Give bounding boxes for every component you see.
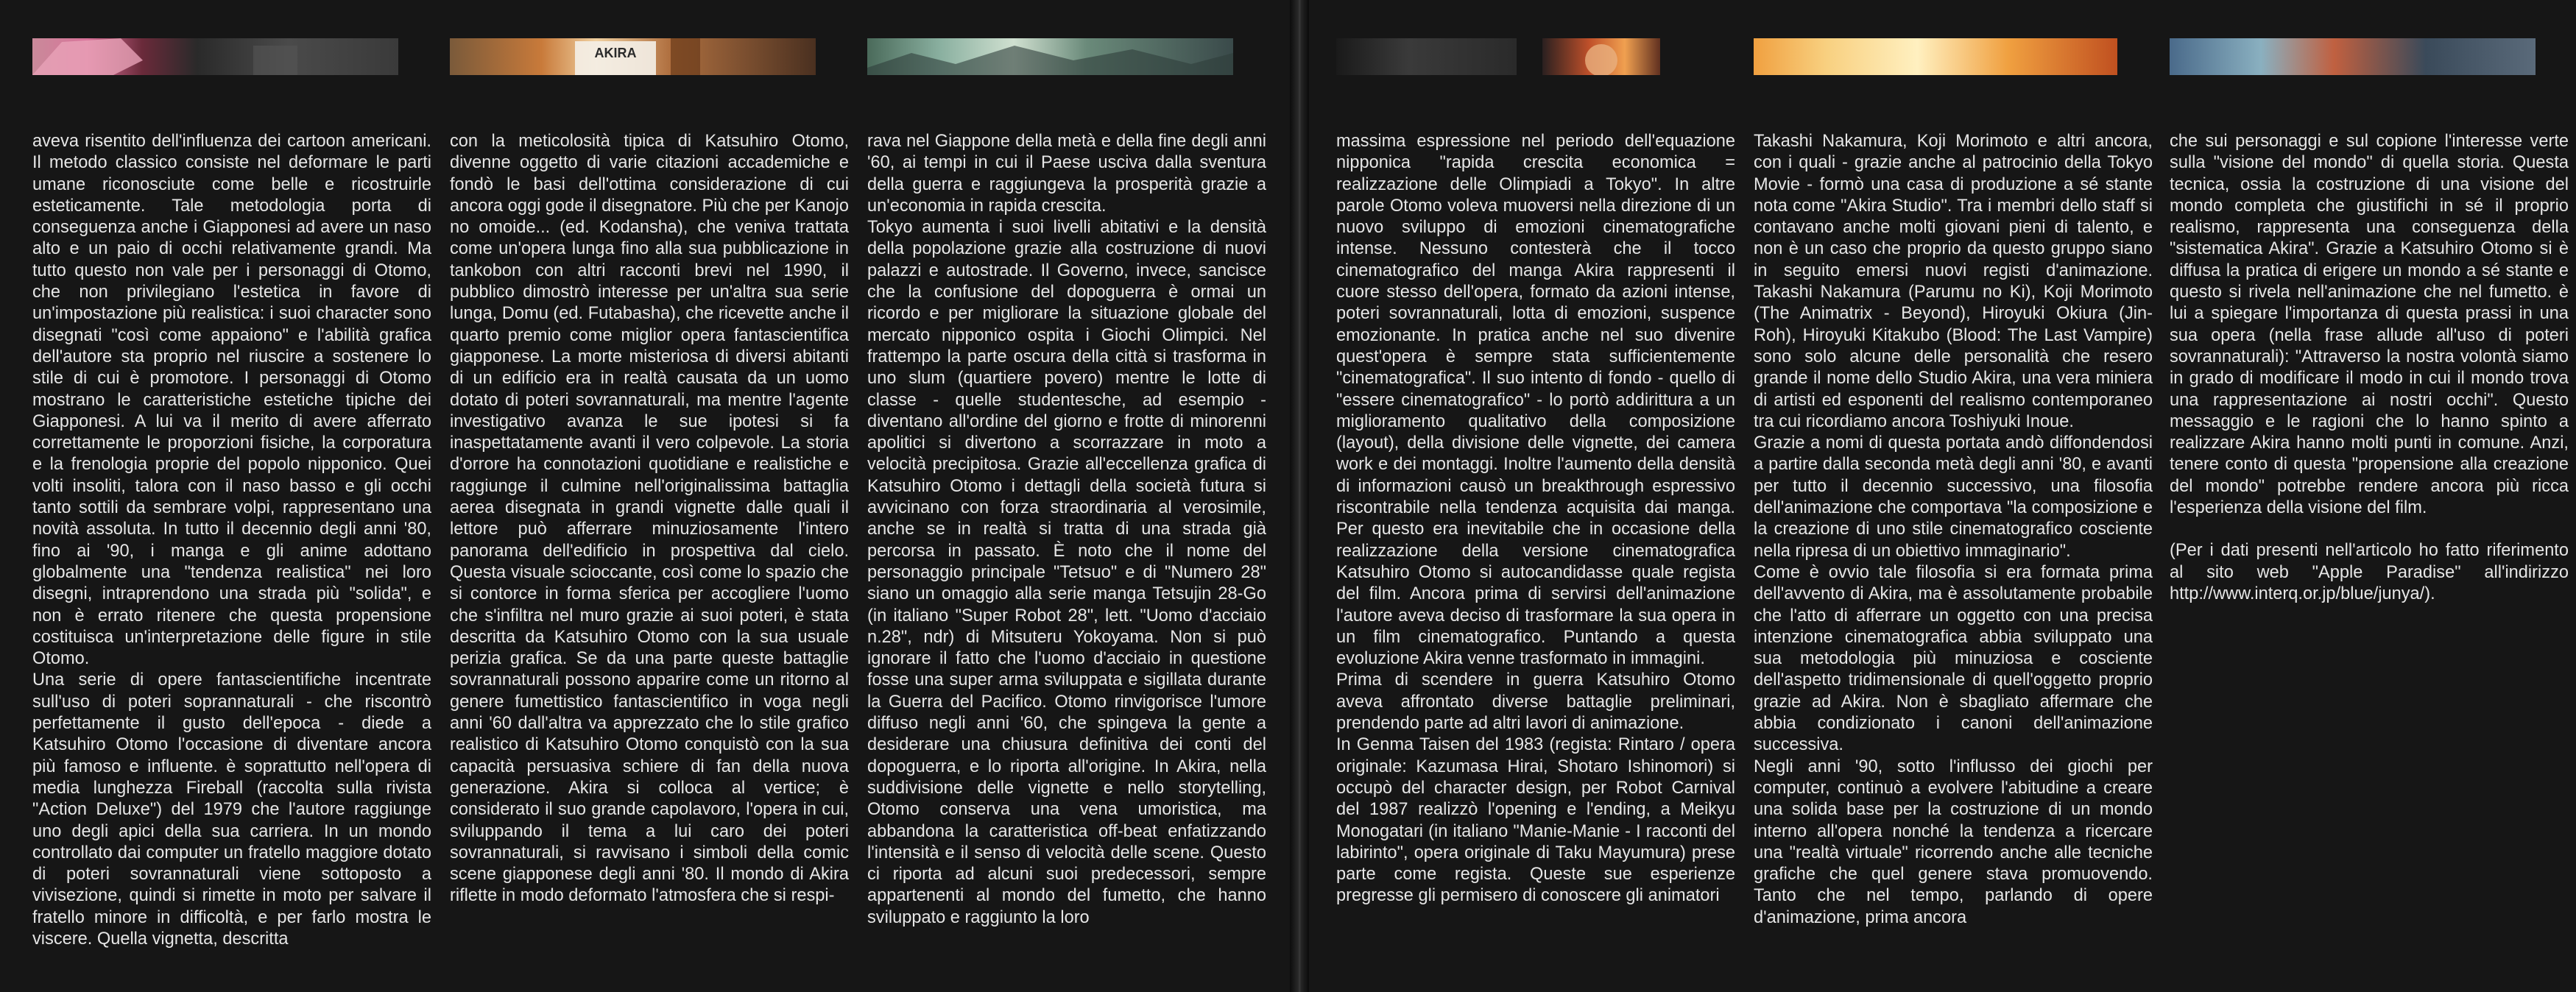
character-face-image [1542, 38, 1660, 75]
header-image-strip-5 [1542, 38, 1660, 75]
akira-sign-text: AKIRA [594, 46, 637, 60]
text-column-3 [867, 131, 1266, 948]
header-image-strip-6 [1754, 38, 2117, 75]
paragraph: Takashi Nakamura, Koji Morimoto e altri ancora, con i quali - grazie anche al patrocinio della Tokyo Movie - formò una casa di produzione a sé stante nota come "Akira Studio". Tra i membri dello staff si contavano anche molti giovani pieni di talento, e non è un caso che proprio da questo gruppo siano in seguito emersi nuovi registi d'animazione. Takashi Nakamura (Parumu no Ki), Koji Morimoto (The Animatrix - Beyond), Hiroyuki Okiura (Jin-Roh), Hiroyuki Kitakubo (Blood: The Last Vampire) sono solo alcune delle personalità che resero grande il nome dello Studio Akira, una vera miniera di artisti ed esponenti del realismo contemporaneo tra cui ricordiamo ancora Toshiyuki Inoue. [1754, 132, 2153, 431]
paragraph: Grazie a nomi di questa portata andò diffondendosi a partire dalla seconda metà degli anni '80, e avanti per tutto il decennio successivo, una filosofia dell'animazione che comportava "la composizione e la creazione di uno stile cinematografico cosciente nella ripresa di un obiettivo immaginario". [1754, 433, 2153, 561]
book-gutter [1290, 0, 1309, 992]
text-column-6 [2170, 131, 2569, 948]
paragraph: Negli anni '90, sotto l'influsso dei giochi per computer, continuò a evolvere l'abitudine a creare una solida base per la costruzione di un mondo interno all'opera nonché la tendenza a ricercare una "realtà virtuale" ricorrendo anche alle tecniche grafiche che quel genere stava promuovendo. Tanto che nel tempo, parlando di opere d'animazione, prima ancora [1754, 757, 2153, 927]
paragraph: che sui personaggi e sul copione l'interesse verte sulla "visione del mondo" di quella storia. Questa tecnica, ossia la costruzione di una visione del mondo completa che giustifichi in sé il proprio realismo, rappresenta una conseguenza della "sistematica Akira". Grazie a Katsuhiro Otomo si è diffusa la pratica di erigere un mondo a sé stante e questo si rivela nell'animazione che nel fumetto. è lui a spiegare l'importanza di questa prassi in una sua opera (nella frase allude all'uso di poteri sovrannaturali): "Attraverso la nostra volontà siamo in grado di modificare il modo in cui il mondo trova una rappresentazione ai nostri occhi". Questo messaggio e le ragioni che lo hanno spinto a realizzare Akira hanno molti punti in comune. Anzi, tenere conto di questa "propensione alla creazione del mondo" potrebbe rendere ancora più ricca l'esperienza della visione del film. [2170, 132, 2569, 518]
paragraph: massima espressione nel periodo dell'equazione nipponica "rapida crescita economica = realizzazione delle Olimpiadi a Tokyo". In altre parole Otomo voleva muoversi nella direzione di un nuovo sviluppo di emozioni cinematografiche intense. Nessuno contesterà che il tocco cinematografico del manga Akira rappresenti il cuore stesso dell'opera, formato da azioni intense, poteri sovrannaturali, lotta di emozioni, suspence emozionante. In pratica anche nel suo divenire quest'opera è sempre stata sufficientemente "cinematografica". Il suo intento di fondo - quello di "essere cinematografico" - lo portò addirittura a un miglioramento qualitativo della composizione (layout), della divisione delle vignette, dei camera work e dei montaggi. Inoltre l'aumento della densità di informazioni causò un breakthrough espressivo riscontrabile nella tendenza acquisita dai manga. Per questo era inevitabile che in occasione della realizzazione della versione cinematografica Katsuhiro Otomo si autocandidasse quale regista del film. Ancora prima di servirsi dell'animazione l'autore aveva deciso di trasformare la sua opera in un film cinematografico. Puntando a questa evoluzione Akira venne trasformato in immagini. [1336, 132, 1735, 669]
header-image-strip-3 [867, 38, 1233, 75]
anime-still-figure [32, 38, 398, 75]
paragraph: aveva risentito dell'influenza dei cartoon americani. Il metodo classico consiste nel deformare le parti umane riconosciute come belle e ricostruirle esteticamente. Tale metodologia porta di conseguenza anche i Giapponesi ad avere un naso alto e un paio di occhi relativamente grandi. Ma tutto questo non vale per i personaggi di Otomo, che non privilegiano l'estetica in favore di un'impostazione più realistica: i suoi character sono disegnati "così come appaiono" e l'abilità grafica dell'autore sta proprio nel riuscire a sostenere lo stile di cui è promotore. I personaggi di Otomo mostrano le caratteristiche estetiche tipiche dei Giapponesi. A lui va il merito di avere afferrato correttamente le proporzioni fisiche, la corporatura e la frenologia proprie del popolo nipponico. Quei volti insoliti, talora con il naso basso e gli occhi tanto sottili da sembrare volpi, rappresentano una novità assoluta. In tutto il decennio degli anni '80, fino ai '90, i manga e gli anime adottano globalmente una "tendenza realistica" nei loro disegni, intraprendono una strada più "solida", e non è errato ritenere che questa propensione costituisca un'interpretazione delle figure in stile Otomo. [32, 132, 431, 669]
akira-sign-image [450, 38, 816, 75]
header-image-strip-7 [2170, 38, 2536, 75]
text-column-5 [1754, 131, 2153, 948]
paragraph: Tokyo aumenta i suoi livelli abitativi e la densità della popolazione grazie alla costruzione di nuovi palazzi e autostrade. Il Governo, invece, sancisce che la confusione del dopoguerra è ormai un ricordo e per migliorare la situazione globale del mercato nipponico ospita i Giochi Olimpici. Nel frattempo la parte oscura della città si trasforma in uno slum (quartiere povero) mentre le lotte di classe - quelle studentesche, ad esempio - diventano all'ordine del giorno e frotte di minorenni apolitici si divertono a scorrazzare in moto a velocità precipitosa. Grazie all'eccellenza grafica di Katsuhiro Otomo i dettagli della società futura si avvicinano con forza straordinaria al verosimile, anche se in realtà si tratta di una strada già percorsa in passato. È noto che il nome del personaggio principale "Tetsuo" e di "Numero 28" siano un omaggio alla serie manga Tetsujin 28-Go (in italiano "Super Robot 28", lett. "Uomo d'acciaio n.28", ndr) di Mitsuteru Yokoyama. Non si può ignorare il fatto che l'uomo d'acciaio in questione fosse una super arma sviluppata e sigillata durante la Guerra del Pacifico. Otomo rinvigorisce l'umore diffuso negli anni '60, che spingeva la gente a desiderare una chiusura definitiva dei conti del dopoguerra, e lo riporta all'origine. In Akira, nella suddivisione delle vignette e nello storytelling, Otomo conserva una vena umoristica, ma abbandona la caratteristica off-beat enfatizzando l'intensità e il senso di velocità delle scene. Questo ci riporta ad alcuni suoi predecessori, sempre appartenenti al mondo del fumetto, che hanno sviluppato e raggiunto la loro [867, 218, 1266, 927]
paragraph: Prima di scendere in guerra Katsuhiro Otomo aveva affrontato diverse battaglie preliminari, prendendo parte ad altri lavori di animazione. [1336, 670, 1735, 734]
paragraph: rava nel Giappone della metà e della fine degli anni '60, ai tempi in cui il Paese usciva dalla sventura della guerra e raggiungeva la prosperità grazie a un'economia in rapida crescita. [867, 132, 1266, 216]
header-image-strip-1 [32, 38, 398, 75]
paragraph: Come è ovvio tale filosofia si era formata prima dell'avvento di Akira, ma è assolutamente probabile che l'atto di afferrare un oggetto con una precisa intenzione cinematografica abbia sviluppato una sua metodologia più minuziosa e cosciente dell'aspetto tridimensionale di quell'oggetto proprio grazie ad Akira. Non è sbagliato affermare che abbia condizionato i canoni dell'animazione successiva. [1754, 562, 2153, 755]
text-column-4 [1336, 131, 1735, 948]
paragraph: Una serie di opere fantascientifiche incentrate sull'uso di poteri soprannaturali - che riscontrò perfettamente il gusto dell'epoca - diede a Katsuhiro Otomo l'occasione di diventare ancora più famoso e influente. è soprattutto nell'opera di media lunghezza Fireball (raccolta sulla rivista "Action Deluxe") del 1979 che l'autore raggiunge uno degli apici della sua carriera. In un mondo controllato dai computer un fratello maggiore dotato di poteri sovrannaturali viene sottoposto a vivisezione, quindi si rimette in moto per salvare il fratello minore in difficoltà, e per farlo mostra le viscere. Quella vignetta, descritta [32, 670, 431, 948]
text-column-1 [32, 131, 431, 948]
paragraph: con la meticolosità tipica di Katsuhiro Otomo, divenne oggetto di varie citazioni accademiche e fondò le basi dell'ottima considerazione di cui ancora oggi gode il disegnatore. Più che per Kanojo no omoide... (ed. Kodansha), che veniva trattata come un'opera lunga fino alla sua pubblicazione in tankobon con altri racconti brevi nel 1990, il pubblico dimostrò interesse per un'altra sua serie lunga, Domu (ed. Futabasha), che ricevette anche il quarto premio come miglior opera fantascientifica giapponese. La morte misteriosa di diversi abitanti di un edificio era in realtà causata da un uomo dotato di poteri sovrannaturali, ma mentre l'agente investigativo avanza le sue ipotesi si fa inaspettatamente avanti il vero colpevole. La storia d'orrore ha connotazioni quotidiane e realistiche e raggiunge il culmine nell'originalissima battaglia aerea disegnata in grandi vignette dalle quali il lettore può afferrare minuziosamente l'intero panorama dell'edificio in prospettiva dal cielo. Questa visuale scioccante, così come lo spazio che si contorce in forma sferica per accogliere l'uomo che s'infiltra nel muro grazie ai suoi poteri, è stata descritta da Katsuhiro Otomo con la sua usuale perizia grafica. Se da una parte queste battaglie sovrannaturali possono apparire come un ritorno al genere fumettistico fantascientifico in voga negli anni '60 dall'altra va apprezzato che lo stile grafico realistico di Katsuhiro Otomo conquistò con la sua capacità persuasiva schiere di fan della nuova generazione. Akira si colloca al vertice; è considerato il suo grande capolavoro, l'opera in cui, sviluppando il tema a lui caro dei poteri sovrannaturali, si ravvisano i simboli della comic scene giapponese degli anni '80. Il mondo di Akira riflette in modo deformato l'atmosfera che si respi- [450, 132, 849, 906]
header-image-strip-4 [1336, 38, 1517, 75]
header-image-strip-2 [450, 38, 816, 75]
source-note: (Per i dati presenti nell'articolo ho fatto riferimento al sito web "Apple Paradise" all'indirizzo http://www.interq.or.jp/blue/junya/). [2170, 541, 2569, 603]
city-ruins-image [867, 38, 1233, 75]
text-column-2 [450, 131, 849, 948]
paragraph: In Genma Taisen del 1983 (regista: Rintaro / opera originale: Kazumasa Hirai, Shotaro Ishinomori) si occupò del character design, per Robot Carnival del 1987 realizzò l'opening e l'ending, a Meikyu Monogatari (in italiano "Manie-Manie - I racconti del labirinto", opera originale di Taku Mayumura) prese parte come regista. Queste sue esperienze pregresse gli permisero di conoscere gli animatori [1336, 735, 1735, 906]
